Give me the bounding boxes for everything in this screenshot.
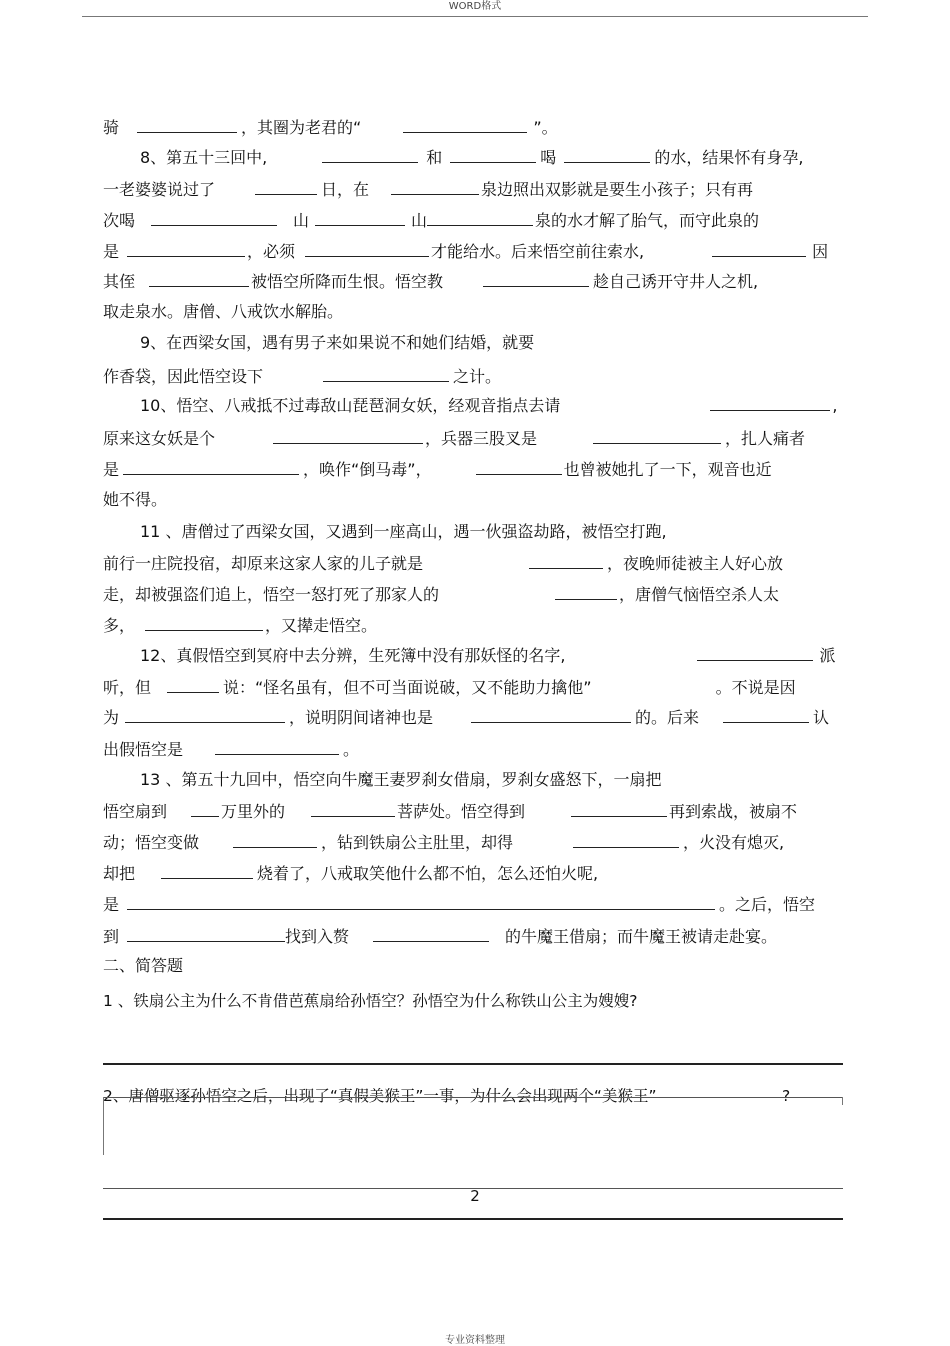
answer-line — [103, 1063, 843, 1065]
blank — [564, 147, 650, 163]
blank — [161, 863, 253, 879]
blank — [476, 459, 562, 475]
question-2-mark: ? — [782, 1087, 791, 1105]
question-1: 1 、铁扇公主为什么不肯借芭蕉扇给孙悟空？孙悟空为什么称铁山公主为嫂嫂? — [103, 992, 638, 1010]
text-line: 是 ，必须 才能给水。后来悟空前往索水, 因 — [103, 242, 829, 261]
page-number: 2 — [470, 1187, 480, 1205]
text-line: 到 找到入赘 的牛魔王借扇；而牛魔王被请走赴宴。 — [103, 927, 778, 946]
text-line: 悟空扇到 万里外的 菩萨处。悟空得到 再到索战，被扇不 — [103, 802, 798, 821]
blank — [315, 210, 405, 226]
text-line: 是 。之后，悟空 — [103, 895, 816, 914]
text-line: 出假悟空是 。 — [103, 740, 360, 759]
blank — [305, 241, 429, 257]
blank — [593, 428, 721, 444]
text-line: 她不得。 — [103, 490, 168, 509]
answer-box-left — [103, 1097, 104, 1155]
text-line: 骑 ，其圈为老君的“ ”。 — [103, 118, 558, 137]
text-line: 原来这女妖是个 ，兵器三股叉是 ，扎人痛者 — [103, 429, 806, 448]
text-line: 为 ，说明阴间诸神也是 的。后来 认 — [103, 708, 830, 727]
text-line: 作香袋，因此悟空设下 之计。 — [103, 367, 502, 386]
header-rule — [82, 16, 868, 17]
blank — [123, 459, 299, 475]
text-line: 11 、唐僧过了西梁女国，又遇到一座高山，遇一伙强盗劫路，被悟空打跑, — [140, 522, 667, 541]
answer-line — [103, 1218, 843, 1220]
text-line: 前行一庄院投宿，却原来这家人家的儿子就是 ，夜晚师徒被主人好心放 — [103, 554, 784, 573]
blank — [471, 707, 631, 723]
page-footer: 专业资料整理 — [445, 1335, 505, 1346]
text-line: 10、悟空、八戒抵不过毒敌山琵琶洞女妖，经观音指点去请 , — [140, 396, 838, 415]
blank — [311, 801, 395, 817]
blank — [125, 707, 285, 723]
blank — [191, 801, 219, 817]
blank — [273, 428, 423, 444]
blank — [427, 210, 533, 226]
text-line: 13 、第五十九回中，悟空向牛魔王妻罗刹女借扇，罗刹女盛怒下，一扇把 — [140, 770, 662, 789]
blank — [145, 615, 263, 631]
text-line: 8、第五十三回中, 和 喝 的水，结果怀有身孕, — [140, 148, 804, 167]
text-line: 是 ，唤作“倒马毒”， 也曾被她扎了一下，观音也近 — [103, 460, 772, 479]
blank — [127, 241, 245, 257]
text-line: 走，却被强盗们追上，悟空一怒打死了那家人的 ，唐僧气恼悟空杀人太 — [103, 585, 780, 604]
blank — [151, 210, 277, 226]
blank — [529, 553, 603, 569]
blank — [127, 926, 285, 942]
text-line: 9、在西梁女国，遇有男子来如果说不和她们结婚，就要 — [140, 333, 535, 352]
answer-box-right — [842, 1097, 843, 1105]
text-line: 听，但 说：“怪名虽有，但不可当面说破，又不能助力擒他” 。不说是因 — [103, 678, 796, 697]
blank — [555, 584, 617, 600]
blank — [323, 366, 449, 382]
blank — [712, 241, 806, 257]
blank — [710, 395, 830, 411]
blank — [149, 271, 249, 287]
blank — [450, 147, 536, 163]
text-line: 多， ，又撵走悟空。 — [103, 616, 378, 635]
blank — [233, 832, 317, 848]
blank — [373, 926, 489, 942]
text-line: 次喝 山 山 泉的水才解了胎气，而守此泉的 — [103, 211, 760, 230]
text-line: 其侄 被悟空所降而生恨。悟空教 趁自己诱开守井人之机, — [103, 272, 759, 291]
blank — [723, 707, 809, 723]
page-header: WORD格式 — [448, 1, 502, 12]
answer-box-top — [103, 1097, 843, 1098]
blank — [167, 677, 219, 693]
question-2: 2、唐僧驱逐孙悟空之后，出现了“真假美猴王”一事，为什么会出现两个“美猴王” — [103, 1087, 657, 1105]
blank — [571, 801, 667, 817]
blank — [573, 832, 679, 848]
blank — [137, 117, 237, 133]
blank — [403, 117, 527, 133]
section-title: 二、简答题 — [103, 956, 184, 975]
blank — [391, 179, 479, 195]
blank — [483, 271, 589, 287]
text-line: 一老婆婆说过了 日，在 泉边照出双影就是要生小孩子；只有再 — [103, 180, 754, 199]
text-line: 却把 烧着了，八戒取笑他什么都不怕，怎么还怕火呢, — [103, 864, 599, 883]
blank — [215, 739, 339, 755]
text-line: 12、真假悟空到冥府中去分辨，生死簿中没有那妖怪的名字, 派 — [140, 646, 836, 665]
blank — [255, 179, 317, 195]
blank — [697, 645, 813, 661]
blank — [127, 894, 715, 910]
text-line: 取走泉水。唐僧、八戒饮水解胎。 — [103, 302, 344, 321]
blank — [322, 147, 418, 163]
text-line: 动；悟空变做 ，钻到铁扇公主肚里，却得 ，火没有熄灭, — [103, 833, 785, 852]
